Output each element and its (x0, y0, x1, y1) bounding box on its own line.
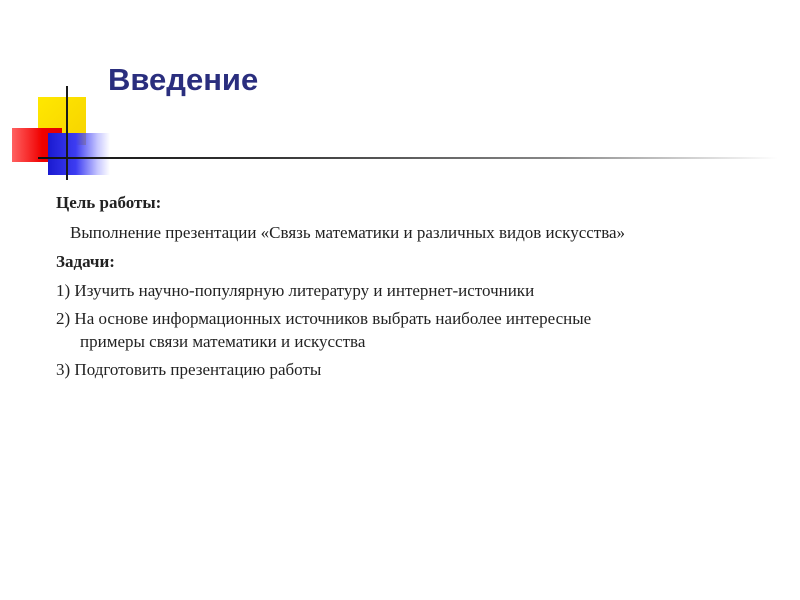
goal-text: Выполнение презентации «Связь математики и различных видов искусства» (70, 223, 626, 242)
tasks-heading: Задачи: (56, 252, 115, 271)
task-item: 1) Изучить научно-популярную литературу и интернет-источники (56, 281, 535, 300)
blue-square (48, 133, 110, 175)
title-underline (38, 157, 778, 159)
vertical-divider (66, 86, 68, 180)
slide-title: Введение (108, 62, 259, 97)
goal-heading: Цель работы: (56, 193, 162, 212)
task-item: 3) Подготовить презентацию работы (56, 360, 322, 379)
task-item-continuation: примеры связи математики и искусства (80, 332, 366, 351)
task-item: 2) На основе информационных источников выбрать наиболее интересные (56, 309, 592, 328)
